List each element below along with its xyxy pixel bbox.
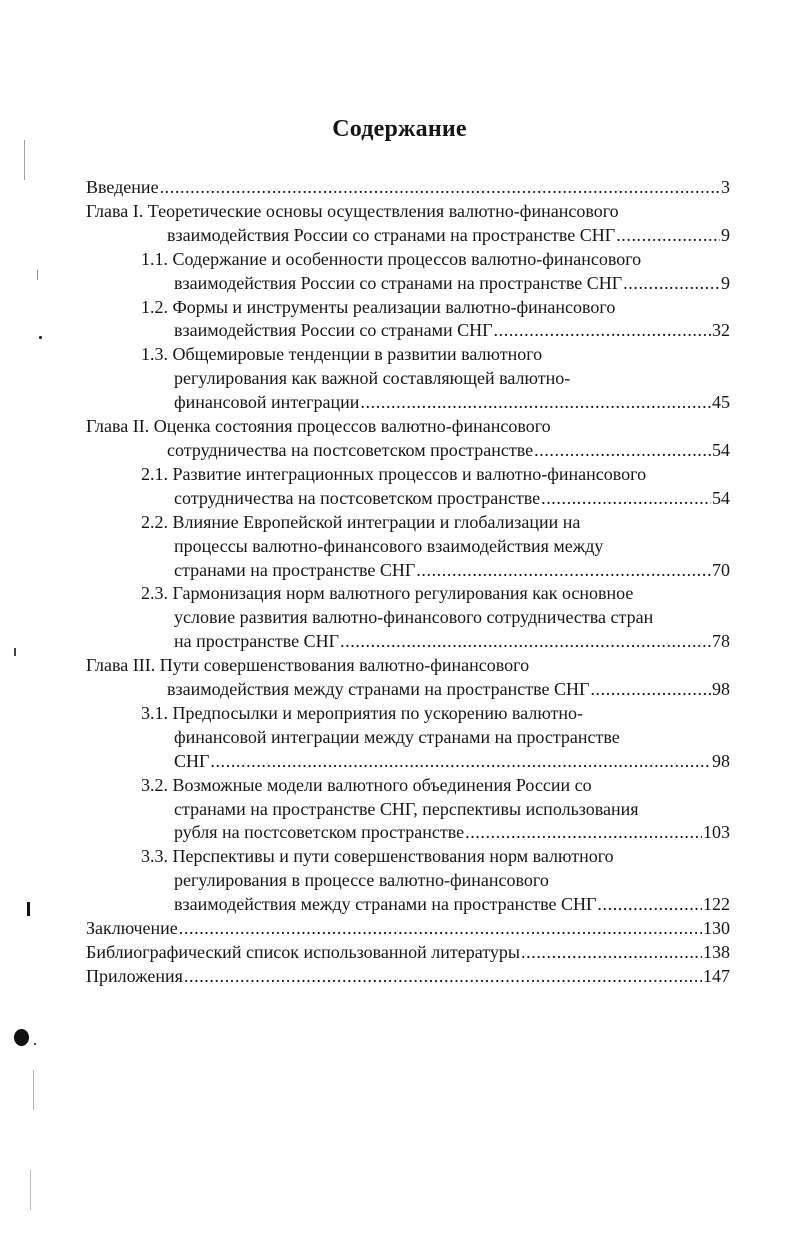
toc-chapter-3-heading[interactable] (86, 654, 730, 678)
toc-page-number: 9 (721, 224, 730, 245)
dot-leader (521, 941, 702, 965)
toc-section-3-2-tail[interactable] (86, 821, 730, 845)
scan-blot (14, 1029, 29, 1046)
toc-entry-conclusion[interactable] (86, 917, 730, 941)
toc-section-2-2-heading[interactable] (86, 511, 730, 535)
toc-page-number: 9 (721, 272, 730, 293)
toc-section-2-3-heading[interactable] (86, 582, 730, 606)
toc-page-number: 54 (712, 487, 730, 508)
dot-leader (340, 630, 711, 654)
dot-leader (590, 678, 711, 702)
toc-page-number: 122 (703, 894, 730, 915)
toc-section-1-3-continuation[interactable] (86, 367, 730, 391)
toc-entry-bibliography[interactable] (86, 941, 730, 965)
scan-mark (37, 270, 38, 280)
page-title: Содержание (332, 116, 467, 142)
toc-entry-text: странами на пространстве СНГ (174, 559, 416, 580)
scan-mark (14, 648, 16, 656)
toc-section-3-3-continuation[interactable] (86, 869, 730, 893)
toc-chapter-1-tail[interactable] (86, 224, 730, 248)
toc-page-number: 103 (703, 822, 730, 843)
toc-section-2-2-continuation[interactable] (86, 535, 730, 559)
toc-entry-text: финансовой интеграции (174, 392, 360, 413)
toc-section-3-2-continuation[interactable] (86, 798, 730, 822)
scan-mark (30, 1170, 31, 1210)
dot-leader (416, 559, 711, 583)
toc-entry-appendix[interactable] (86, 965, 730, 989)
toc-entry-text: взаимодействия России со странами СНГ (174, 320, 493, 341)
dot-leader (623, 272, 720, 296)
toc-entry-text: Глава II. Оценка состояния процессов валютно-финансового (86, 416, 551, 437)
toc-entry-text: взаимодействия России со странами на пространстве СНГ (167, 224, 616, 245)
toc-entry-intro[interactable] (86, 176, 730, 200)
toc-entry-text: условие развития валютно-финансового сотрудничества стран (174, 607, 654, 628)
toc-section-2-1-tail[interactable] (86, 487, 730, 511)
toc-page-number: 3 (721, 177, 730, 197)
dot-leader (534, 439, 711, 463)
dot-leader (597, 893, 702, 917)
toc-entry-text: 1.3. Общемировые тенденции в развитии валютного (141, 344, 543, 365)
toc-chapter-3-tail[interactable] (86, 678, 730, 702)
scan-mark (27, 902, 30, 916)
toc-entry-text: взаимодействия между странами на пространстве СНГ (174, 894, 597, 915)
toc-section-3-1-heading[interactable] (86, 702, 730, 726)
toc-chapter-2-tail[interactable] (86, 439, 730, 463)
toc-entry-text: Библиографический список использованной литературы (86, 942, 521, 962)
dot-leader (360, 391, 711, 415)
toc-entry-text: 3.1. Предпосылки и мероприятия по ускорению валютно- (141, 702, 584, 723)
toc-entry-text: 2.3. Гармонизация норм валютного регулирования как основное (141, 583, 634, 604)
toc-page-number: 54 (712, 439, 730, 460)
toc-page-number: 70 (712, 559, 730, 580)
toc-page-number: 147 (703, 965, 730, 986)
dot-leader (160, 176, 720, 200)
toc-entry-text: сотрудничества на постсоветском пространстве (167, 439, 534, 460)
toc-section-2-1-heading[interactable] (86, 463, 730, 487)
toc-entry-text: рубля на постсоветском пространстве (174, 822, 465, 843)
toc-entry-text: сотрудничества на постсоветском пространстве (174, 487, 541, 508)
toc-section-2-3-continuation[interactable] (86, 606, 730, 630)
toc-page-number: 32 (712, 320, 730, 341)
toc-entry-text: 3.3. Перспективы и пути совершенствования норм валютного (141, 846, 614, 867)
dot-leader (541, 487, 711, 511)
dot-leader (494, 319, 711, 343)
toc-entry-text: 2.1. Развитие интеграционных процессов и валютно-финансового (141, 463, 647, 484)
scan-mark (24, 140, 25, 180)
toc-section-3-2-heading[interactable] (86, 774, 730, 798)
dot-leader (616, 224, 720, 248)
dot-leader (465, 821, 702, 845)
toc-entry-text: СНГ (174, 750, 210, 771)
toc-entry-text: Приложения (86, 965, 183, 986)
toc-entry-text: регулирования в процессе валютно-финансового (174, 870, 549, 891)
toc-entry-text: процессы валютно-финансового взаимодействия между (174, 535, 604, 556)
toc-entry-text: взаимодействия между странами на пространстве СНГ (167, 679, 590, 700)
toc-page-number: 78 (712, 631, 730, 652)
scan-speck (39, 336, 42, 339)
dot-leader (210, 750, 711, 774)
toc-section-2-3-tail[interactable] (86, 630, 730, 654)
toc-page-number: 130 (703, 918, 730, 939)
toc-entry-text: 2.2. Влияние Европейской интеграции и глобализации на (141, 511, 581, 532)
scan-mark (33, 1070, 34, 1110)
toc-section-1-1-heading[interactable] (86, 248, 730, 272)
toc-entry-text: Заключение (86, 918, 178, 939)
toc-section-3-3-heading[interactable] (86, 845, 730, 869)
toc-section-1-3-tail[interactable] (86, 391, 730, 415)
toc-entry-text: на пространстве СНГ (174, 631, 340, 652)
toc-section-3-3-tail[interactable] (86, 893, 730, 917)
toc-entry-text: финансовой интеграции между странами на пространстве (174, 726, 620, 747)
toc-page-number: 98 (712, 750, 730, 771)
toc-chapter-1-heading[interactable] (86, 200, 730, 224)
toc-entry-text: Глава III. Пути совершенствования валютно-финансового (86, 655, 530, 676)
scan-speck (34, 1043, 36, 1045)
toc-entry-text: 1.1. Содержание и особенности процессов валютно-финансового (141, 248, 642, 269)
toc-chapter-2-heading[interactable] (86, 415, 730, 439)
dot-leader (184, 965, 702, 989)
table-of-contents (86, 176, 730, 989)
toc-page-number: 98 (712, 679, 730, 700)
toc-page-number: 138 (703, 942, 730, 962)
toc-section-1-1-tail[interactable] (86, 272, 730, 296)
toc-section-1-3-heading[interactable] (86, 343, 730, 367)
toc-section-3-1-continuation[interactable] (86, 726, 730, 750)
toc-page-number: 45 (712, 392, 730, 413)
toc-entry-text: 3.2. Возможные модели валютного объединения России со (141, 774, 592, 795)
toc-entry-text: Глава I. Теоретические основы осуществления валютно-финансового (86, 200, 619, 221)
toc-section-1-2-tail[interactable] (86, 319, 730, 343)
toc-entry-text: Введение (86, 177, 159, 197)
dot-leader (179, 917, 702, 941)
toc-section-3-1-tail[interactable] (86, 750, 730, 774)
toc-entry-text: регулирования как важной составляющей валютно- (174, 368, 571, 389)
toc-section-1-2-heading[interactable] (86, 296, 730, 320)
toc-entry-text: странами на пространстве СНГ, перспективы использования (174, 798, 639, 819)
toc-entry-text: взаимодействия России со странами на пространстве СНГ (174, 272, 623, 293)
toc-entry-text: 1.2. Формы и инструменты реализации валютно-финансового (141, 296, 616, 317)
toc-section-2-2-tail[interactable] (86, 559, 730, 583)
